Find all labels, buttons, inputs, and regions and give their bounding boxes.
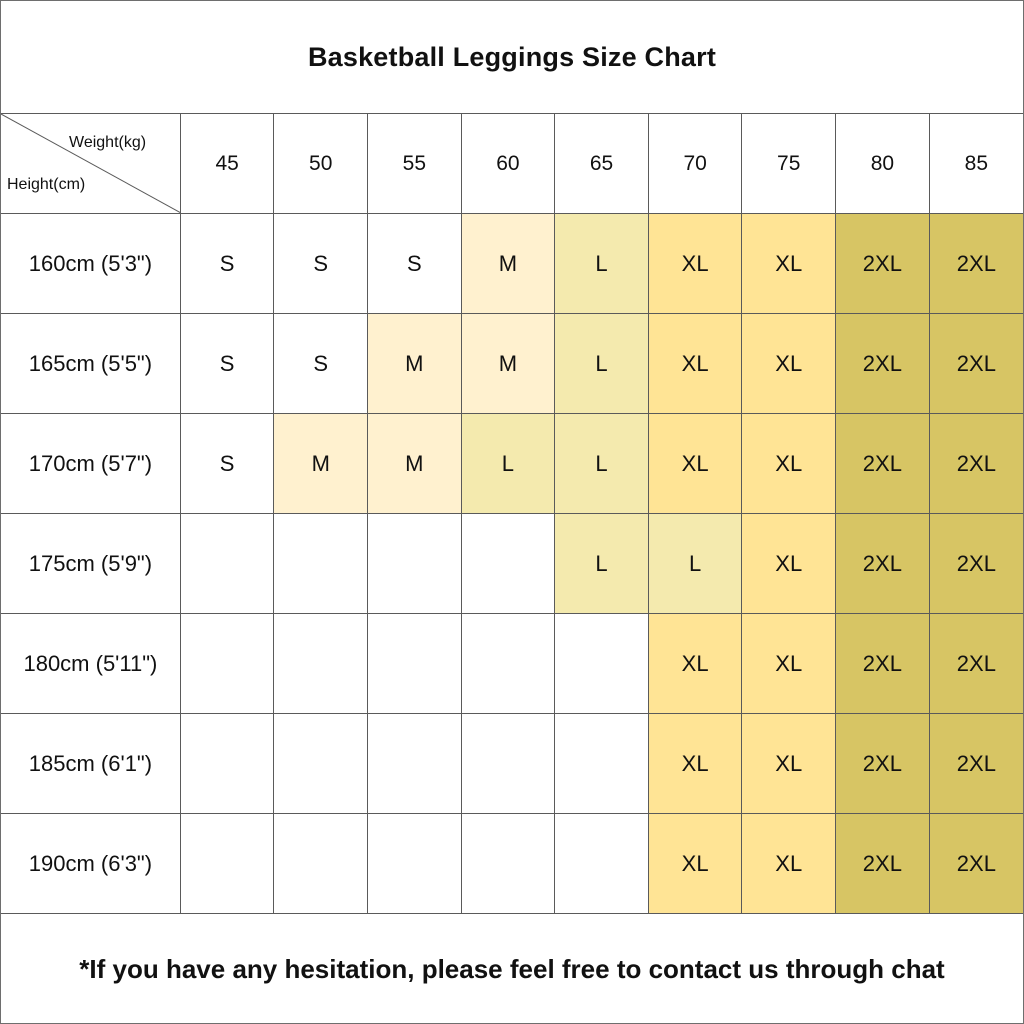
- size-cell: XL: [648, 814, 742, 914]
- table-row: [1, 514, 1023, 614]
- size-cell: S: [368, 214, 462, 314]
- size-cell: 2XL: [929, 514, 1023, 614]
- size-cell: XL: [742, 714, 836, 814]
- size-cell: S: [180, 214, 274, 314]
- size-cell: XL: [742, 314, 836, 414]
- weight-axis-label: Weight(kg): [69, 134, 147, 151]
- height-label: 160cm (5'3"): [1, 214, 180, 314]
- height-axis-label: Height(cm): [7, 176, 86, 193]
- size-cell: 2XL: [836, 614, 930, 714]
- weight-header: 70: [648, 114, 742, 214]
- size-cell: 2XL: [929, 714, 1023, 814]
- weight-header: 45: [180, 114, 274, 214]
- height-label: 165cm (5'5"): [1, 314, 180, 414]
- size-cell: 2XL: [836, 314, 930, 414]
- size-cell: [180, 514, 274, 614]
- corner-cell: [1, 114, 180, 214]
- size-cell: M: [368, 414, 462, 514]
- size-cell: [368, 614, 462, 714]
- size-cell: 2XL: [836, 714, 930, 814]
- size-cell: S: [274, 314, 368, 414]
- size-cell: S: [274, 214, 368, 314]
- size-cell: [274, 514, 368, 614]
- size-cell: XL: [742, 614, 836, 714]
- size-cell: [461, 814, 555, 914]
- size-table: [1, 113, 1023, 914]
- size-cell: [180, 814, 274, 914]
- size-cell: M: [368, 314, 462, 414]
- size-cell: XL: [648, 214, 742, 314]
- weight-header: 75: [742, 114, 836, 214]
- table-row: [1, 314, 1023, 414]
- size-cell: S: [180, 314, 274, 414]
- size-cell: 2XL: [836, 214, 930, 314]
- size-cell: 2XL: [929, 814, 1023, 914]
- size-cell: L: [555, 414, 649, 514]
- size-cell: 2XL: [929, 214, 1023, 314]
- table-row: [1, 614, 1023, 714]
- size-cell: [461, 714, 555, 814]
- size-cell: 2XL: [929, 414, 1023, 514]
- size-cell: [180, 614, 274, 714]
- size-cell: 2XL: [836, 414, 930, 514]
- size-cell: 2XL: [836, 814, 930, 914]
- size-cell: 2XL: [929, 314, 1023, 414]
- height-label: 185cm (6'1"): [1, 714, 180, 814]
- size-cell: M: [274, 414, 368, 514]
- size-cell: 2XL: [836, 514, 930, 614]
- footer-note: *If you have any hesitation, please feel free to contact us through chat: [1, 913, 1023, 1024]
- size-cell: [555, 614, 649, 714]
- weight-header: 55: [368, 114, 462, 214]
- size-cell: XL: [648, 614, 742, 714]
- size-cell: L: [555, 214, 649, 314]
- size-cell: [274, 614, 368, 714]
- size-cell: [555, 714, 649, 814]
- size-cell: S: [180, 414, 274, 514]
- chart-title: Basketball Leggings Size Chart: [307, 41, 717, 72]
- table-row: [1, 814, 1023, 914]
- size-cell: L: [461, 414, 555, 514]
- size-cell: [555, 814, 649, 914]
- size-cell: L: [648, 514, 742, 614]
- size-cell: XL: [742, 814, 836, 914]
- size-cell: [461, 514, 555, 614]
- height-label: 190cm (6'3"): [1, 814, 180, 914]
- table-body: [1, 114, 1023, 914]
- size-cell: XL: [648, 414, 742, 514]
- size-cell: XL: [742, 514, 836, 614]
- diagonal-line: [1, 114, 180, 213]
- size-cell: [180, 714, 274, 814]
- header-row: [1, 114, 1023, 214]
- size-cell: XL: [742, 414, 836, 514]
- size-cell: M: [461, 314, 555, 414]
- size-cell: 2XL: [929, 614, 1023, 714]
- size-cell: [461, 614, 555, 714]
- table-row: [1, 414, 1023, 514]
- size-cell: L: [555, 314, 649, 414]
- weight-header: 65: [555, 114, 649, 214]
- size-cell: [368, 814, 462, 914]
- weight-header: 85: [929, 114, 1023, 214]
- weight-header: 80: [836, 114, 930, 214]
- size-cell: [368, 714, 462, 814]
- size-cell: [274, 714, 368, 814]
- size-cell: M: [461, 214, 555, 314]
- height-label: 175cm (5'9"): [1, 514, 180, 614]
- size-cell: [274, 814, 368, 914]
- size-cell: XL: [742, 214, 836, 314]
- weight-header: 60: [461, 114, 555, 214]
- size-cell: XL: [648, 314, 742, 414]
- size-cell: XL: [648, 714, 742, 814]
- height-label: 170cm (5'7"): [1, 414, 180, 514]
- table-row: [1, 714, 1023, 814]
- weight-header: 50: [274, 114, 368, 214]
- size-cell: [368, 514, 462, 614]
- size-cell: L: [555, 514, 649, 614]
- table-row: [1, 214, 1023, 314]
- height-label: 180cm (5'11"): [1, 614, 180, 714]
